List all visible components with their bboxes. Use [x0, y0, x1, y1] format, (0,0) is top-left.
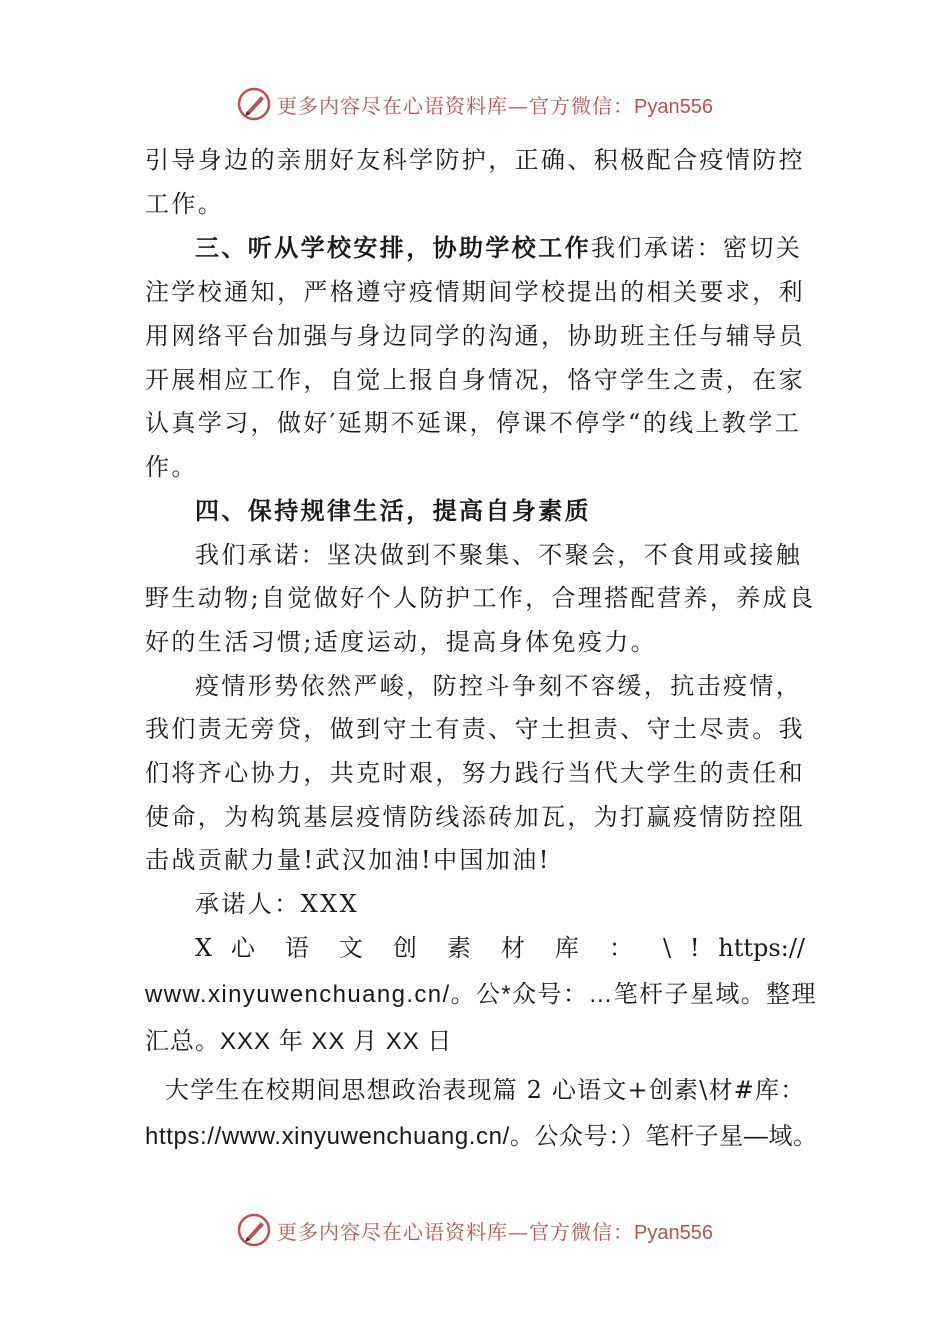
- section-4-line-3: 好的生活习惯;适度运动，提高身体免疫力。: [145, 628, 658, 656]
- section-4-heading: 四、保持规律生活，提高自身素质: [195, 496, 591, 525]
- next-article-title: 大学生在校期间思想政治表现篇 2 心语文+创素\材#库：: [165, 1076, 806, 1104]
- section-3-line-4: 开展相应工作，自觉上报自身情况，恪守学生之责，在家: [145, 366, 805, 394]
- closing-line-3: 们将齐心协力，共克时艰，努力践行当代大学生的责任和: [145, 759, 805, 787]
- signer: 承诺人：XXX: [195, 890, 360, 918]
- section-3-line-5: 认真学习，做好′延期不延课，停课不停学“的线上教学工: [145, 409, 802, 437]
- pen-logo-icon: [237, 87, 271, 121]
- section-3-first-line: [195, 233, 805, 263]
- section-3-heading: 三、听从学校安排，协助学校工作: [195, 233, 591, 262]
- watermark-text: 更多内容尽在心语资料库—官方微信：Pyan556: [277, 93, 713, 118]
- section-3-line-2: 注学校通知，严格遵守疫情期间学校提出的相关要求，利: [145, 278, 805, 306]
- closing-line-1: 疫情形势依然严峻，防控斗争刻不容缓，抗击疫情，: [195, 672, 803, 700]
- p1-line-2: 工作。: [145, 190, 225, 218]
- source-line-1: X 心 语 文 创 素 材 库 ： \ ! https://: [195, 934, 805, 962]
- pen-logo-icon: [237, 1213, 271, 1247]
- date-line: 汇总。XXX 年 XX 月 XX 日: [145, 1028, 453, 1055]
- next-article-url: https://www.xinyuwenchuang.cn/。公众号：）笔杆子星—域。: [145, 1123, 818, 1150]
- p1-line-1: 引导身边的亲朋好友科学防护，正确、积极配合疫情防控: [145, 146, 805, 174]
- closing-line-2: 我们责无旁贷，做到守土有责、守土担责、守土尽责。我: [145, 715, 805, 743]
- section-3-text: 我们承诺：密切关: [591, 234, 803, 262]
- section-4-line-2: 野生动物;自觉做好个人防护工作，合理搭配营养，养成良: [145, 584, 816, 612]
- closing-line-4: 使命，为构筑基层疫情防线添砖加瓦，为打赢疫情防控阻: [145, 803, 805, 831]
- closing-line-5: 击战贡献力量!武汉加油!中国加油!: [145, 846, 551, 874]
- section-3-line-3: 用网络平台加强与身边同学的沟通，协助班主任与辅导员: [145, 322, 805, 350]
- section-4-line-1: 我们承诺：坚决做到不聚集、不聚会，不食用或接触: [195, 541, 803, 569]
- watermark-footer: [0, 1210, 950, 1250]
- section-3-line-6: 作。: [145, 453, 198, 481]
- watermark-text: 更多内容尽在心语资料库—官方微信：Pyan556: [277, 1219, 713, 1244]
- source-line-2: www.xinyuwenchuang.cn/。公*众号：…笔杆子星域。整理: [145, 981, 817, 1008]
- watermark-header: [0, 84, 950, 124]
